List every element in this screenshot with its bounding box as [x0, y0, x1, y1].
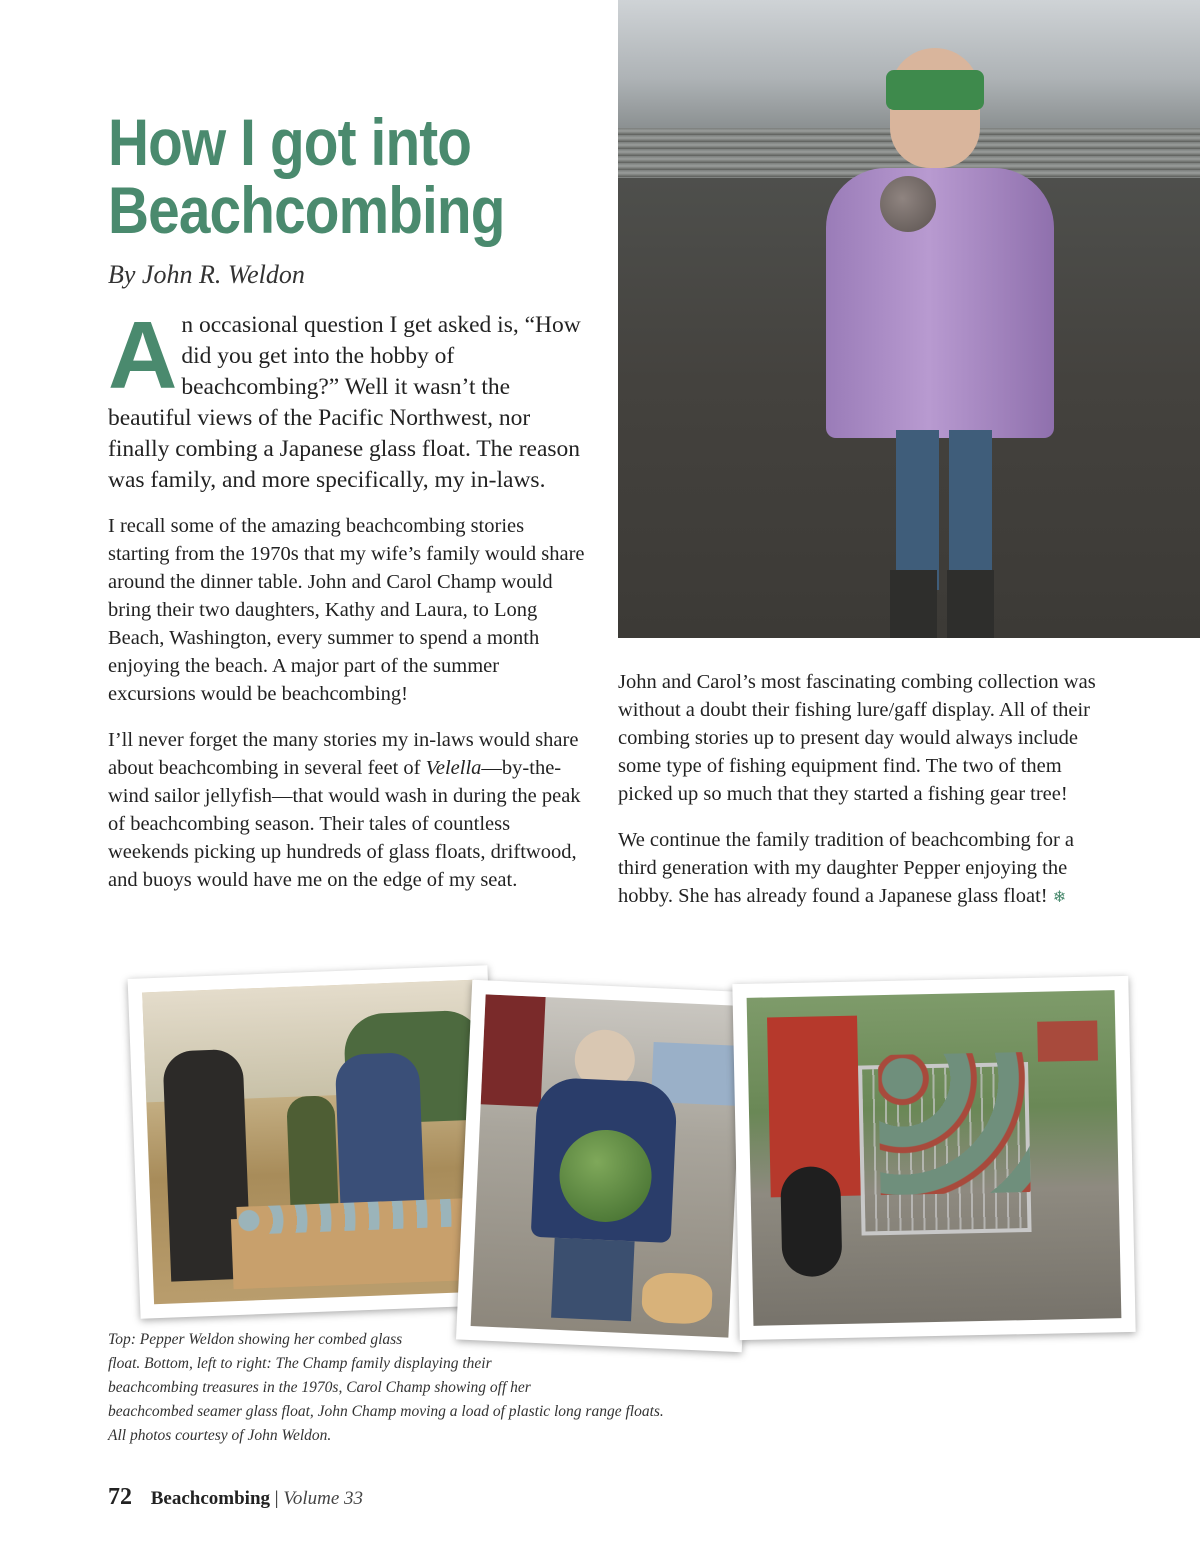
magazine-name: Beachcombing — [150, 1488, 271, 1509]
volume-label: Volume 33 — [283, 1488, 364, 1509]
photo-john-champ — [732, 976, 1135, 1340]
photo-plastic-floats — [878, 1052, 1031, 1195]
lead-paragraph — [108, 302, 586, 496]
title-line-2: Beachcombing — [108, 173, 505, 247]
paragraph-4: John and Carol’s most fascinating combing collection was without a doubt their fishing lure/gaff display. All of their combing stories up to present day would always include some type of fishing equipment find. The two of them picked up so much that they started a fishing gear tree! — [618, 671, 1096, 805]
photo-figure-boots — [890, 570, 994, 638]
byline: By John R. Weldon — [108, 260, 305, 289]
page-footer — [108, 1484, 363, 1511]
lead-text: n occasional question I get asked is, “How did you get into the hobby of beachcombing?” Well it wasn’t the beautiful views of the Pacific Northwest, nor finally combing a Japanese glass float. The reason was family, and more specifically, my in-laws. — [108, 312, 581, 493]
photo-champ-family — [128, 965, 501, 1319]
caption-line-5: All photos courtesy of John Weldon. — [108, 1427, 332, 1444]
article-title — [108, 105, 521, 247]
photo-champ-family-image — [142, 980, 486, 1305]
paragraph-3 — [108, 726, 586, 894]
caption-line-2: float. Bottom, left to right: The Champ family displaying their — [108, 1355, 492, 1372]
caption-line-3: beachcombing treasures in the 1970s, Carol Champ showing off her — [108, 1379, 531, 1396]
right-column — [618, 668, 1096, 930]
paragraph-3-a: I’ll never forget the many stories my in-laws would share about beachcombing in several feet of — [108, 729, 579, 779]
photo-carol-champ-image — [471, 994, 744, 1337]
photo-person-legs — [551, 1238, 635, 1322]
left-column — [108, 302, 586, 912]
photo-figure-jacket — [826, 168, 1054, 438]
photo-glass-float — [880, 176, 936, 232]
photo-dog — [641, 1272, 713, 1325]
photo-figure-headband — [886, 70, 984, 110]
photo-carol-champ — [456, 980, 758, 1353]
footer-separator: | — [274, 1488, 279, 1509]
photo-john-champ-image — [747, 990, 1122, 1326]
photo-bg-rv — [1037, 1021, 1098, 1062]
page-number: 72 — [108, 1484, 132, 1510]
paragraph-3-em: Velella — [425, 757, 482, 779]
photo-bg-rv — [481, 994, 546, 1107]
caption-line-4: beachcombed seamer glass float, John Champ moving a load of plastic long range floats. — [108, 1403, 664, 1420]
photo-caption — [108, 1328, 728, 1448]
caption-line-1: Top: Pepper Weldon showing her combed glass — [108, 1331, 403, 1348]
photo-tractor-wheel — [780, 1166, 842, 1277]
paragraph-3-b: —by-the-wind sailor jellyfish—that would wash in during the peak of beachcombing season. Their tales of countless weekends picking up hundreds of glass floats, driftwood, and buoys would have me on the edge of my seat. — [108, 757, 581, 891]
title-line-1: How I got into — [108, 105, 472, 179]
dropcap: A — [108, 302, 178, 409]
paragraph-5-text: We continue the family tradition of beachcombing for a third generation with my daughter Pepper enjoying the hobby. She has already found a Japanese glass float! — [618, 829, 1075, 907]
photo-figure-legs — [896, 430, 992, 590]
paragraph-5 — [618, 826, 1096, 912]
paragraph-2: I recall some of the amazing beachcombing stories starting from the 1970s that my wife’s family would share around the dinner table. John and Carol Champ would bring their two daughters, Kathy and Laura, to Long Beach, Washington, every summer to spend a month enjoying the beach. A major part of the summer excursions would be beachcombing! — [108, 515, 585, 705]
end-mark-icon: ❄ — [1052, 889, 1067, 906]
